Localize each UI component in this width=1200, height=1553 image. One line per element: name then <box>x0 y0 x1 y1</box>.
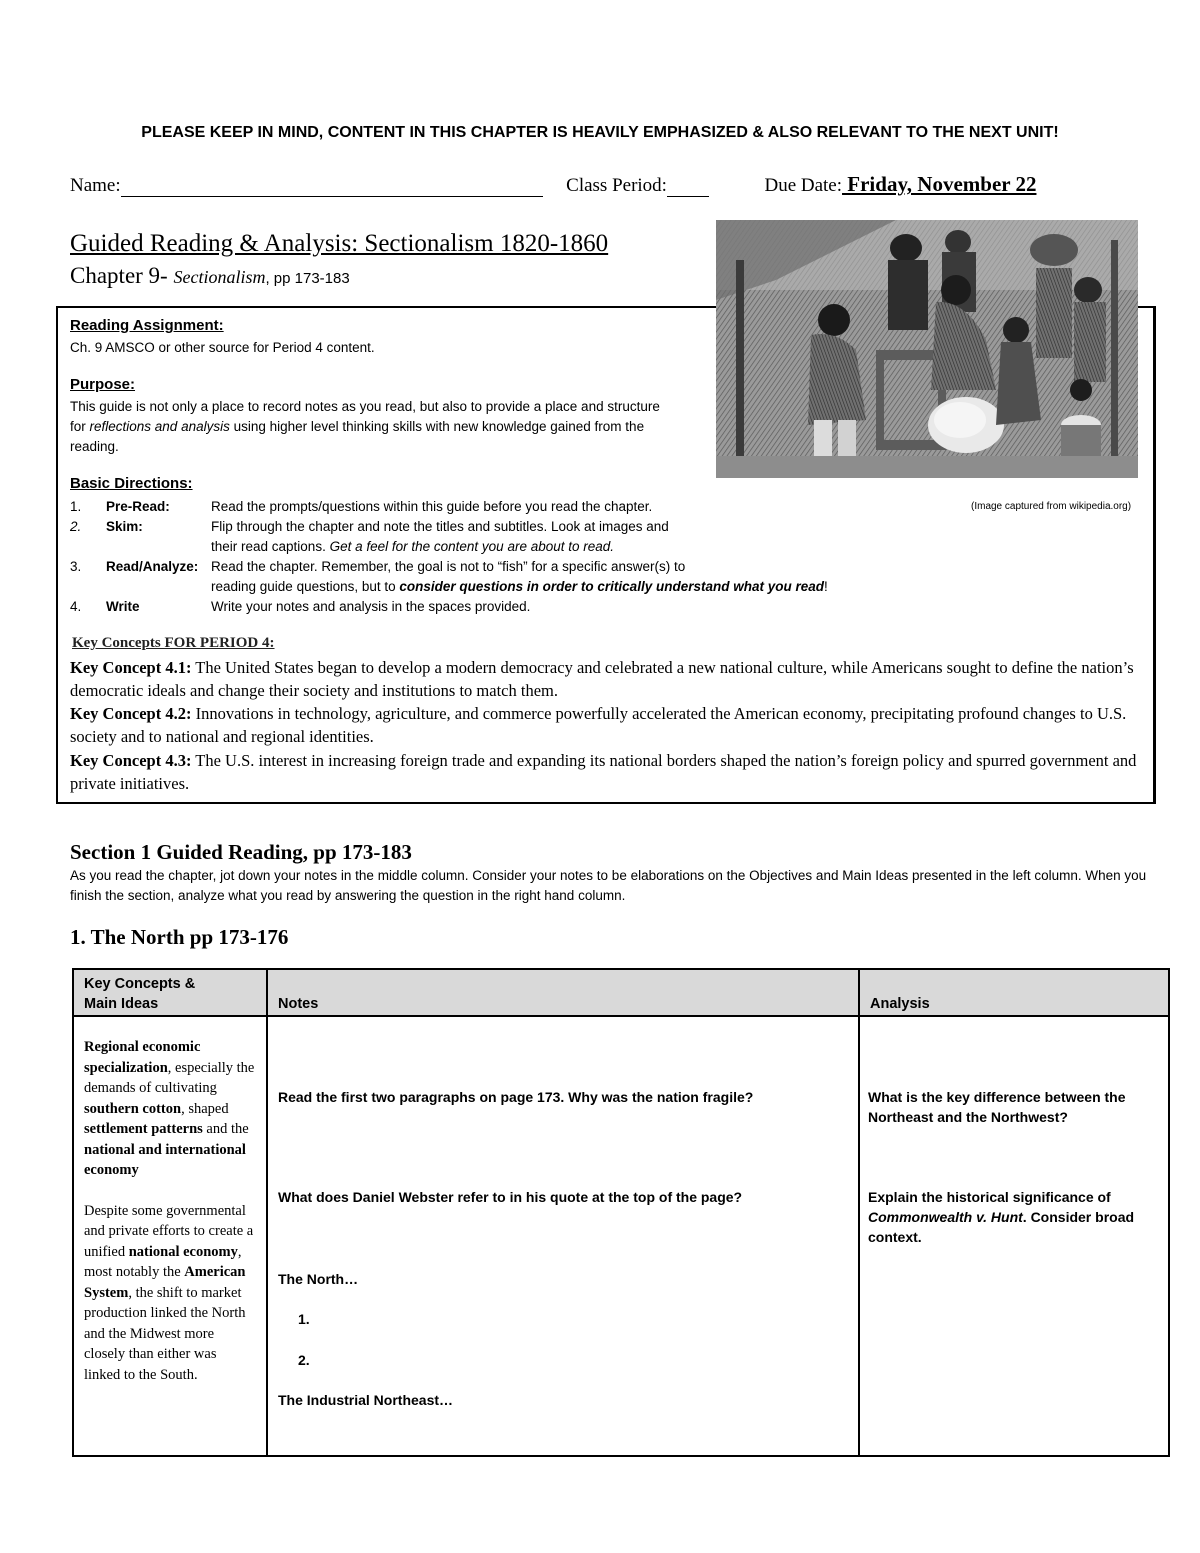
header-key-concepts <box>73 969 267 1016</box>
direction-text-2-bold: consider questions in order to critically understand what you read <box>399 579 824 594</box>
purpose-text <box>70 397 710 457</box>
analysis-q2-case: Commonwealth v. Hunt <box>868 1209 1023 1225</box>
direction-text-2-italic: Get a feel for the content you are about to read. <box>329 539 615 554</box>
chapter-name: Sectionalism <box>173 267 266 287</box>
purpose-line-2 <box>70 417 710 437</box>
purpose-line-2c: using higher level thinking skills with new knowledge gained from the <box>229 419 645 434</box>
direction-text: Write your notes and analysis in the spaces provided. <box>211 599 531 614</box>
table-row <box>73 1016 1169 1456</box>
section-title: Section 1 Guided Reading, pp 173-183 <box>70 840 412 864</box>
direction-text: Flip through the chapter and note the titles and subtitles. Look at images and <box>211 519 669 534</box>
key-idea-2a: Despite some governmental and private efforts to create a unified <box>84 1202 254 1260</box>
analysis-q2c: . Consider broad context. <box>868 1209 1135 1245</box>
notes-question-1: Read the first two paragraphs on page 173. Why was the nation fragile? <box>278 1089 754 1105</box>
table-header-row <box>73 969 1169 1016</box>
direction-text: Read the prompts/questions within this guide before you read the chapter. <box>211 499 653 514</box>
due-date-value: Friday, November 22 <box>842 172 1037 196</box>
notes-item-2: 2. <box>298 1352 310 1368</box>
purpose-label: Purpose: <box>70 376 136 393</box>
key-concept-label: Key Concept 4.3: <box>70 751 192 770</box>
notes-item-1: 1. <box>298 1311 310 1327</box>
key-idea-1 <box>74 1017 266 1181</box>
direction-key: Skim: <box>106 519 143 534</box>
key-idea-1g: national and international economy <box>84 1141 246 1178</box>
key-idea-1c: southern cotton <box>84 1100 182 1117</box>
direction-key: Write <box>106 599 140 614</box>
class-period-field[interactable] <box>667 178 709 197</box>
analysis-question-1: What is the key difference between the Northeast and the Northwest? <box>868 1089 1126 1125</box>
key-idea-2b: national economy <box>128 1243 238 1260</box>
key-concept-text: The United States began to develop a modern democracy and celebrated a new national culture, while Americans sought to define the nation’s democratic ideals and change their society and institutions to match them. <box>70 658 1134 700</box>
direction-text-2: reading guide questions, but to <box>211 579 400 594</box>
header-col1-line2: Main Ideas <box>84 996 159 1012</box>
key-idea-1d: , shaped <box>181 1100 229 1117</box>
emphasis-banner: PLEASE KEEP IN MIND, CONTENT IN THIS CHAPTER IS HEAVILY EMPHASIZED & ALSO RELEVANT TO THE NEXT UNIT! <box>141 124 1059 141</box>
name-field[interactable] <box>121 178 543 197</box>
part-title: 1. The North pp 173-176 <box>70 925 289 949</box>
key-concept-4-1 <box>70 656 1140 702</box>
key-idea-2 <box>74 1181 266 1386</box>
direction-number: 2. <box>70 519 82 534</box>
basic-directions-label: Basic Directions: <box>70 475 193 492</box>
direction-text: Read the chapter. Remember, the goal is not to “fish” for a specific answer(s) to <box>211 559 686 574</box>
direction-number: 4. <box>70 599 82 614</box>
reading-assignment-text: Ch. 9 AMSCO or other source for Period 4 content. <box>70 340 375 355</box>
key-idea-1b: , especially the demands of cultivating <box>84 1059 255 1096</box>
direction-text-cont <box>211 537 614 557</box>
direction-key: Read/Analyze: <box>106 559 199 574</box>
name-label: Name: <box>70 175 121 196</box>
header-col1-line1: Key Concepts & <box>84 976 196 992</box>
notes-cell[interactable] <box>267 1016 859 1456</box>
direction-number: 1. <box>70 499 82 514</box>
purpose-line-3: reading. <box>70 439 119 454</box>
student-info-line <box>70 172 1036 197</box>
cotton-gin-illustration <box>716 220 1138 478</box>
analysis-cell[interactable] <box>859 1016 1169 1456</box>
key-idea-2c: , most notably the <box>84 1243 242 1280</box>
direction-text-2: their read captions. <box>211 539 330 554</box>
analysis-q2a: Explain the historical significance of <box>868 1189 1111 1205</box>
direction-text-2-end: ! <box>823 579 828 594</box>
notes-prompt-north: The North… <box>278 1271 359 1287</box>
header-notes <box>267 969 859 1016</box>
key-idea-2d: American System <box>84 1264 246 1301</box>
key-concept-4-2 <box>70 702 1140 748</box>
chapter-pages: , pp 173-183 <box>265 270 350 287</box>
chapter-label: Chapter 9- <box>70 263 174 288</box>
key-concept-4-3 <box>70 749 1140 795</box>
class-period-label: Class Period: <box>566 175 667 196</box>
key-idea-1f: and the <box>202 1121 249 1137</box>
reading-assignment-label: Reading Assignment: <box>70 317 224 334</box>
direction-key: Pre-Read: <box>106 499 170 514</box>
analysis-question-2 <box>868 1187 1160 1247</box>
key-concept-text: The U.S. interest in increasing foreign trade and expanding its national borders shaped the nation’s foreign policy and spurred government and private initiatives. <box>70 751 1137 793</box>
header-analysis-label: Analysis <box>870 996 930 1012</box>
header-analysis <box>859 969 1169 1016</box>
key-idea-2e: , the shift to market production linked the North and the Midwest more closely than either was linked to the South. <box>84 1284 246 1383</box>
chapter-title <box>70 263 350 289</box>
purpose-emphasis: reflections and analysis <box>89 419 230 434</box>
key-concepts-heading: Key Concepts FOR PERIOD 4: <box>72 635 275 651</box>
purpose-line-1: This guide is not only a place to record notes as you read, but also to provide a place and structure <box>70 399 660 414</box>
guided-reading-table <box>72 968 1170 1457</box>
key-idea-1e: settlement patterns <box>84 1121 203 1137</box>
guide-title: Guided Reading & Analysis: Sectionalism 1820-1860 <box>70 230 609 257</box>
key-ideas-cell <box>73 1016 267 1456</box>
direction-text-cont <box>211 577 828 597</box>
notes-prompt-industrial-northeast: The Industrial Northeast… <box>278 1392 454 1408</box>
image-credit: (Image captured from wikipedia.org) <box>971 501 1132 512</box>
key-idea-1a: Regional economic specialization <box>84 1039 201 1076</box>
due-date-label: Due Date: <box>764 175 843 196</box>
key-concept-label: Key Concept 4.2: <box>70 704 192 723</box>
purpose-line-2a: for <box>70 419 90 434</box>
direction-number: 3. <box>70 559 82 574</box>
header-notes-label: Notes <box>278 996 319 1012</box>
section-instructions: As you read the chapter, jot down your notes in the middle column. Consider your notes to be elaborations on the Objectives and Main Ideas presented in the left column. When you finish the section, analyze what you read by answering the question in the right hand column. <box>70 868 1147 903</box>
key-concept-text: Innovations in technology, agriculture, and commerce powerfully accelerated the American economy, precipitating profound changes to U.S. society and to national and regional identities. <box>70 704 1127 746</box>
notes-question-2: What does Daniel Webster refer to in his quote at the top of the page? <box>278 1189 743 1205</box>
key-concept-label: Key Concept 4.1: <box>70 658 192 677</box>
